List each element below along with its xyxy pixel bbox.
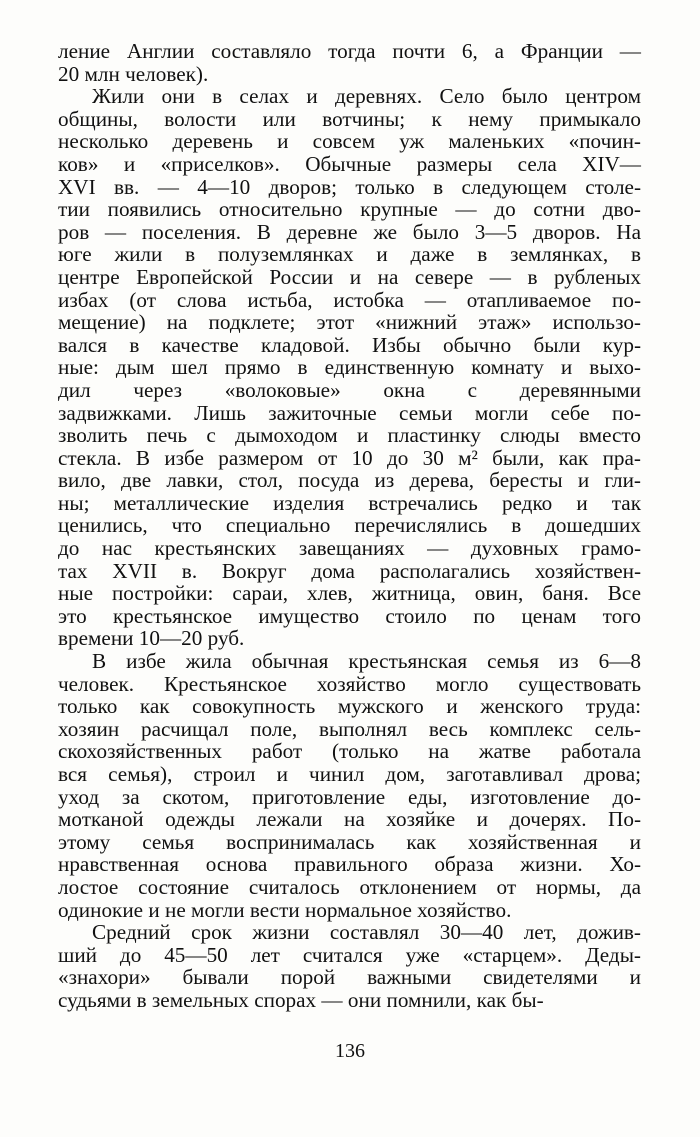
text-line: избах (от слова истьба, истобка — отапливаемое по- [58, 287, 641, 312]
text-line: нравственная основа правильного образа жизни. Хо- [58, 852, 641, 877]
text-line: несколько деревень и совсем уж маленьких «почин- [58, 129, 641, 154]
text-line: тах XVII в. Вокруг дома располагались хозяйствен- [58, 558, 641, 583]
text-line: стекла. В избе размером от 10 до 30 м² были, как пра- [58, 445, 641, 470]
text-line: дил через «волоковые» окна с деревянными [58, 377, 641, 402]
text-line: юге жили в полуземлянках и даже в землянках, в [58, 242, 641, 267]
text-line: мещение) на подклете; этот «нижний этаж» использо- [58, 310, 641, 335]
text-line: XVI вв. — 4—10 дворов; только в следующем столе- [58, 174, 641, 199]
text-line: ные: дым шел прямо в единственную комнату и выхо- [58, 355, 641, 380]
text-line: Жили они в селах и деревнях. Село было центром [92, 84, 641, 109]
text-line: одинокие и не могли вести нормальное хозяйство. [58, 897, 512, 922]
text-line: ценились, что специально перечислялись в дошедших [58, 513, 641, 538]
paragraph [58, 40, 641, 85]
text-line: судьями в земельных спорах — они помнили, как бы- [58, 987, 544, 1012]
text-line: только как совокупность мужского и женского труда: [58, 694, 641, 719]
text-line: это крестьянское имущество стоило по ценам того [58, 603, 641, 628]
text-line: ны; металлические изделия встречались редко и так [58, 490, 641, 515]
text-line: ление Англии составляло тогда почти 6, а Франции — [58, 39, 641, 63]
text-line: «знахори» бывали порой важными свидетелями и [58, 965, 641, 990]
text-line: этому семья воспринималась как хозяйственная и [58, 829, 641, 854]
text-line: ров — поселения. В деревне же было 3—5 дворов. На [58, 219, 641, 244]
text-line: тии появились относительно крупные — до сотни дво- [58, 197, 641, 222]
text-line: времени 10—20 руб. [58, 626, 245, 651]
text-line: Средний срок жизни составлял 30—40 лет, дожив- [92, 920, 641, 945]
text-line: зволить печь с дымоходом и пластинку слюды вместо [58, 423, 641, 448]
text-line: человек. Крестьянское хозяйство могло существовать [58, 671, 641, 696]
text-line: лостое состояние считалось отклонением от нормы, да [58, 874, 641, 899]
text-line: хозяин расчищал поле, выполнял весь комплекс сель- [58, 716, 641, 741]
text-line: 20 млн человек). [58, 61, 209, 86]
text-line: скохозяйственных работ (только на жатве работала [58, 739, 641, 764]
text-line: задвижками. Лишь зажиточные семьи могли себе по- [58, 400, 641, 425]
paragraph [58, 650, 641, 921]
text-line: до нас крестьянских завещаниях — духовных грамо- [58, 536, 641, 561]
paragraph [58, 85, 641, 650]
text-line: вся семья), строил и чинил дом, заготавливал дрова; [58, 762, 641, 786]
text-line: уход за скотом, приготовление еды, изготовление до- [58, 784, 641, 809]
text-line: центре Европейской России и на севере — в рубленых [58, 264, 641, 289]
body-text [58, 40, 641, 1012]
paragraph [58, 921, 641, 1011]
text-line: мотканой одежды лежали на хозяйке и дочерях. По- [58, 807, 641, 832]
text-line: вался в качестве кладовой. Избы обычно были кур- [58, 332, 641, 357]
page-number: 136 [335, 1040, 365, 1062]
text-line: общины, волости или вотчины; к нему примыкало [58, 106, 641, 131]
text-line: ков» и «приселков». Обычные размеры села XIV— [58, 151, 641, 176]
text-line: ший до 45—50 лет считался уже «старцем». Деды- [58, 942, 641, 967]
text-line: ные постройки: сараи, хлев, житница, овин, баня. Все [58, 581, 641, 606]
text-line: вило, две лавки, стол, посуда из дерева, бересты и гли- [58, 468, 641, 493]
text-line: В избе жила обычная крестьянская семья из 6—8 [92, 649, 641, 674]
